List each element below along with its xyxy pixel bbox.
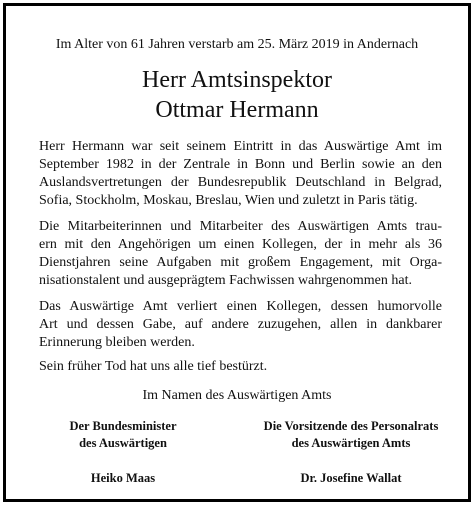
deceased-title: Herr Amtsinspektor [142,67,332,93]
paragraph-grief [39,358,442,376]
paragraph-line: Dienstjahren seine Aufgaben mit großem Engagement, mit Orga- [39,255,442,270]
paragraph-line: Erinnerung bleiben werden. [39,335,195,350]
signature-minister [6,418,240,487]
signatory-name: Heiko Maas [90,471,156,485]
on-behalf-line: Im Namen des Auswärtigen Amts [142,388,332,403]
paragraph-line: nisationstalent und ausgeprägtem Fachwissen wahrgenommen hat. [39,273,412,288]
signatory-title: des Auswärtigen Amts [291,436,411,450]
paragraph-colleagues [39,218,442,290]
paragraph-line: Das Auswärtige Amt verliert einen Kollegen, dessen humorvolle [39,299,442,314]
signatory-title: Die Vorsitzende des Personalrats [263,419,439,433]
paragraph-line: Auslandsvertretungen der Bundesrepublik Deutschland in Belgrad, [39,175,442,190]
paragraph-line: ern mit den Angehörigen um einen Kollegen, der in mehr als 36 [39,237,442,252]
signature-staff-council [234,418,468,487]
paragraph-line: Sofia, Stockholm, Moskau, Breslau, Wien und zuletzt in Paris tätig. [39,193,418,208]
paragraph-line: Sein früher Tod hat uns alle tief bestürzt. [39,359,268,374]
paragraph-line: Die Mitarbeiterinnen und Mitarbeiter des Auswärtigen Amts trau- [39,219,442,234]
signatory-name: Dr. Josefine Wallat [300,471,402,485]
signatory-title: Der Bundesminister [69,419,177,433]
signatory-title: des Auswärtigen [79,436,167,450]
paragraph-memory [39,298,442,352]
deceased-name [6,65,468,125]
paragraph-line: Art und dessen Gabe, auf andere zuzugehen, allen in dankbarer [39,317,442,332]
paragraph-line: September 1982 in der Zentrale in Bonn und Berlin sowie an den [39,157,442,172]
deceased-fullname: Ottmar Hermann [155,97,319,123]
intro-line: Im Alter von 61 Jahren verstarb am 25. März 2019 in Andernach [55,37,419,52]
paragraph-line: Herr Hermann war seit seinem Eintritt in das Auswärtige Amt im [39,139,442,154]
paragraph-career [39,138,442,210]
obituary-notice [3,3,471,502]
